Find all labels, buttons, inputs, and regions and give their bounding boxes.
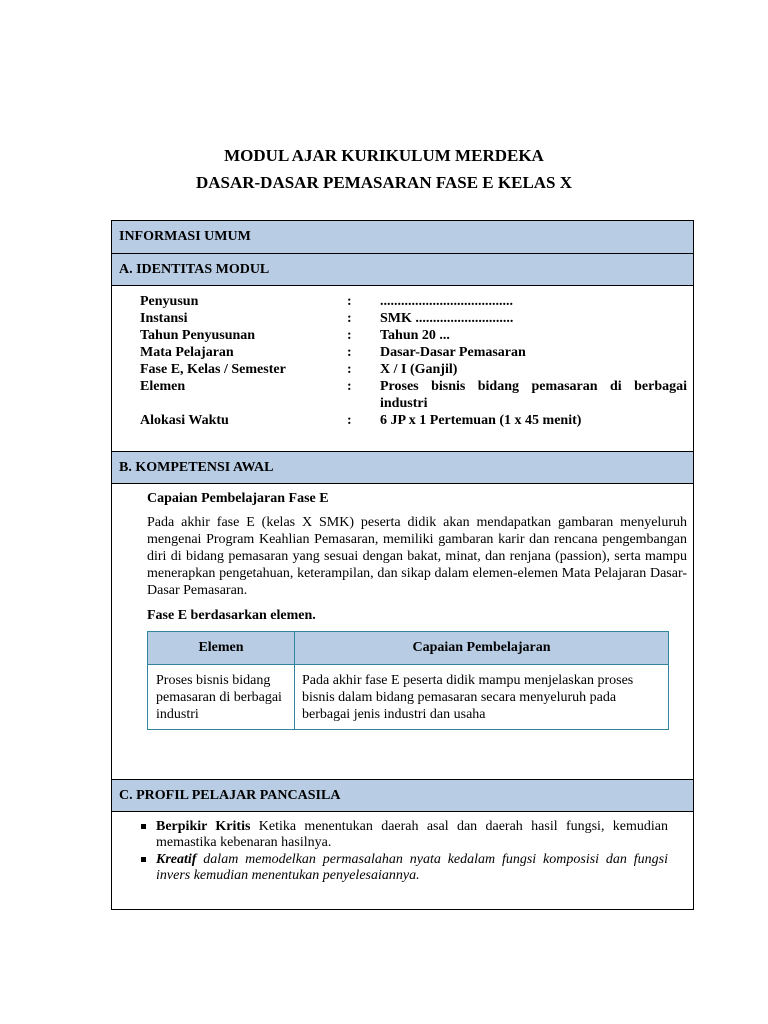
identity-value: ......................................	[380, 294, 513, 309]
module-info-table	[111, 220, 694, 910]
document-title-line1: MODUL AJAR KURIKULUM MERDEKA	[224, 146, 544, 165]
identity-label: Fase E, Kelas / Semester	[140, 362, 286, 377]
section-a-header: A. IDENTITAS MODUL	[112, 253, 693, 286]
identity-value: X / I (Ganjil)	[380, 362, 458, 377]
capaian-subheading: Capaian Pembelajaran Fase E	[147, 491, 329, 506]
identity-colon: :	[347, 328, 352, 343]
elemen-table	[147, 631, 669, 730]
fase-e-subheading: Fase E berdasarkan elemen.	[147, 608, 316, 623]
info-umum-header: INFORMASI UMUM	[112, 221, 693, 254]
capaian-paragraph: Pada akhir fase E (kelas X SMK) peserta didik akan mendapatkan gambaran menyeluruh mengenai Program Keahlian Pemasaran, memiliki gambaran karir dan rencana pengembangan diri di bidang pemasaran yang sesuai dengan bakat, minat, dan renjana (passion), serta mampu menerapkan pengetahuan, keterampilan, dan sikap dalam elemen-elemen Mata Pelajaran Dasar-Dasar Pemasaran.	[147, 515, 687, 598]
section-b-header: B. KOMPETENSI AWAL	[112, 451, 693, 484]
identity-value: SMK ............................	[380, 311, 514, 326]
identity-colon: :	[347, 362, 352, 377]
column-divider	[294, 632, 295, 729]
identity-label: Alokasi Waktu	[140, 413, 229, 428]
elemen-table-header	[148, 632, 668, 665]
identity-colon: :	[347, 311, 352, 326]
bullet-icon	[141, 824, 146, 829]
col-capaian-header: Capaian Pembelajaran	[412, 640, 551, 655]
identity-label: Instansi	[140, 311, 188, 326]
profil-text: Ketika menentukan daerah asal dan daerah hasil fungsi, kemudian memastika kebenaran hasilnya.	[156, 819, 668, 850]
identity-value: Proses bisnis bidang pemasaran di berbagai industri	[380, 379, 687, 411]
identity-value: 6 JP x 1 Pertemuan (1 x 45 menit)	[380, 413, 582, 428]
profil-key: Berpikir Kritis	[156, 819, 251, 834]
identity-label: Mata Pelajaran	[140, 345, 234, 360]
identity-colon: :	[347, 294, 352, 309]
bullet-icon	[141, 857, 146, 862]
identity-label: Elemen	[140, 379, 186, 394]
kompetensi-awal-body	[147, 490, 687, 624]
identity-label: Penyusun	[140, 294, 199, 309]
elemen-cell: Proses bisnis bidang pemasaran di berbagai industri	[156, 673, 282, 722]
identity-colon: :	[347, 413, 352, 428]
identity-value: Dasar-Dasar Pemasaran	[380, 345, 526, 360]
identity-colon: :	[347, 379, 352, 394]
profil-text: dalam memodelkan permasalahan nyata kedalam fungsi komposisi dan fungsi invers kemudian menentukan penyelesaiannya.	[156, 852, 668, 883]
list-item	[138, 852, 668, 884]
identity-label: Tahun Penyusunan	[140, 328, 256, 343]
section-c-header: C. PROFIL PELAJAR PANCASILA	[112, 779, 693, 812]
list-item	[138, 819, 668, 851]
capaian-cell: Pada akhir fase E peserta didik mampu menjelaskan proses bisnis dalam bidang pemasaran secara menyeluruh pada berbagai jenis industri dan usaha	[302, 673, 634, 722]
identity-colon: :	[347, 345, 352, 360]
identity-value: Tahun 20 ...	[380, 328, 450, 343]
col-elemen-header: Elemen	[198, 640, 244, 655]
profil-key: Kreatif	[156, 852, 197, 867]
document-title-line2: DASAR-DASAR PEMASARAN FASE E KELAS X	[195, 173, 573, 192]
profil-list	[138, 819, 668, 885]
